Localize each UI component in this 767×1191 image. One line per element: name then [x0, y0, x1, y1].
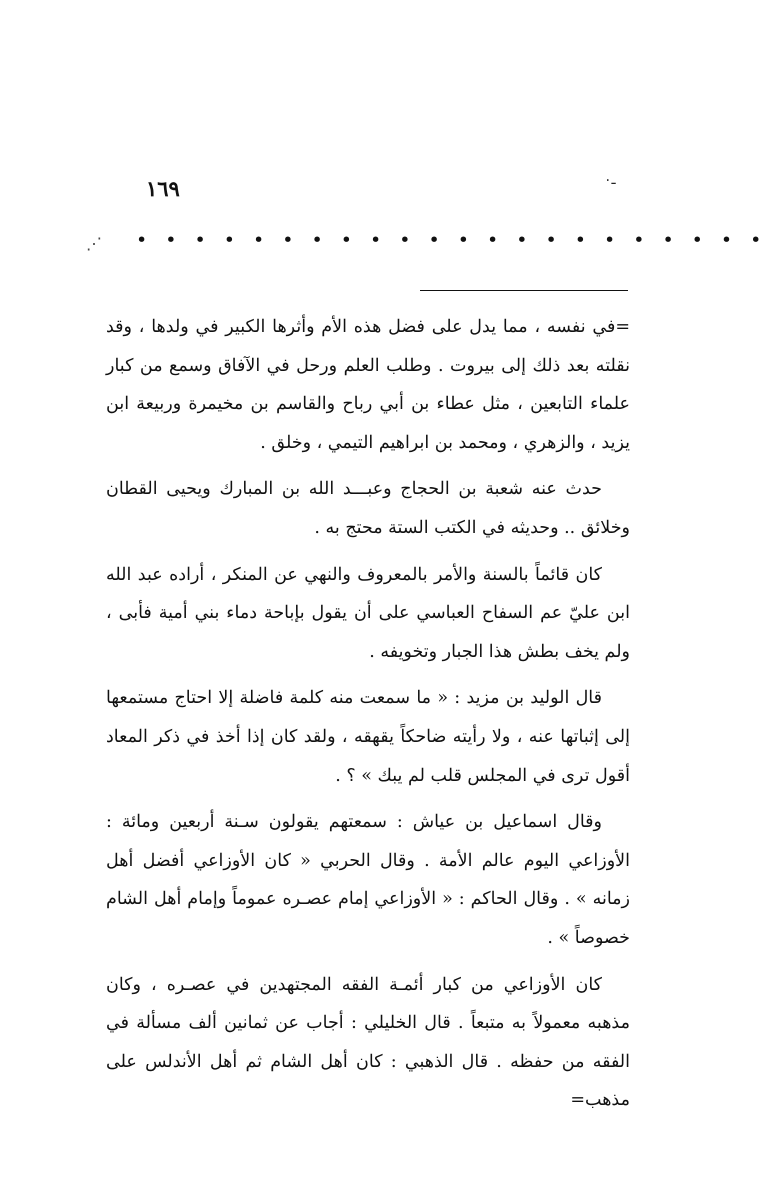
body-text [106, 308, 630, 1128]
side-mark: ⋰ [86, 234, 102, 253]
paragraph-6: كان الأوزاعي من كبار أئمـة الفقه المجتهدين في عصـره ، وكان مذهبه معمولاً به متبعاً . قال الخليلي : أجاب عن ثمانين ألف مسألة في الفقه من حفظه . قال الذهبي : كان أهل الشام ثم أهل الأندلس على مذهب= [106, 974, 630, 1111]
dotted-rule: • • • • • • • • • • • • • • • • • • • • • • [136, 229, 767, 251]
paragraph-4: قال الوليد بن مزيد : « ما سمعت منه كلمة فاضلة إلا احتاج مستمعها إلى إثباتها عنه ، ولا رأيته ضاحكاً يقهقه ، ولقد كان إذا أخذ في ذكر المعاد أقول ترى في المجلس قلب لم يبك » ؟ . [106, 688, 630, 786]
corner-mark: ـ٠ [604, 172, 616, 188]
paragraph-1: =في نفسه ، مما يدل على فضل هذه الأم وأثرها الكبير في ولدها ، وقد نقلته بعد ذلك إلى بيروت . وطلب العلم ورحل في الآفاق وسمع من كبار علماء التابعين ، مثل عطاء بن أبي رباح والقاسم بن مخيمرة وربيعة ابن يزيد ، والزهري ، ومحمد بن ابراهيم التيمي ، وخلق . [106, 317, 630, 453]
paragraph-2: حدث عنه شعبة بن الحجاج وعبـــد الله بن المبارك ويحيى القطان وخلائق .. وحديثه في الكتب الستة محتج به . [106, 479, 630, 538]
paragraph-5: وقال اسماعيل بن عياش : سمعتهم يقولون سـنة أربعين ومائة : الأوزاعي اليوم عالم الأمة . وقال الحربي « كان الأوزاعي أفضل أهل زمانه » . وقال الحاكم : « الأوزاعي إمام عصـره عموماً وإمام أهل الشام خصوصاً » . [106, 812, 630, 948]
page-number: ١٦٩ [146, 176, 180, 201]
footnote-rule [420, 290, 628, 291]
paragraph-3: كان قائماً بالسنة والأمر بالمعروف والنهي عن المنكر ، أراده عبد الله ابن عليّ عم السفاح العباسي على أن يقول بإباحة دماء بني أمية فأبى ، ولم يخف بطش هذا الجبار وتخويفه . [106, 564, 630, 662]
